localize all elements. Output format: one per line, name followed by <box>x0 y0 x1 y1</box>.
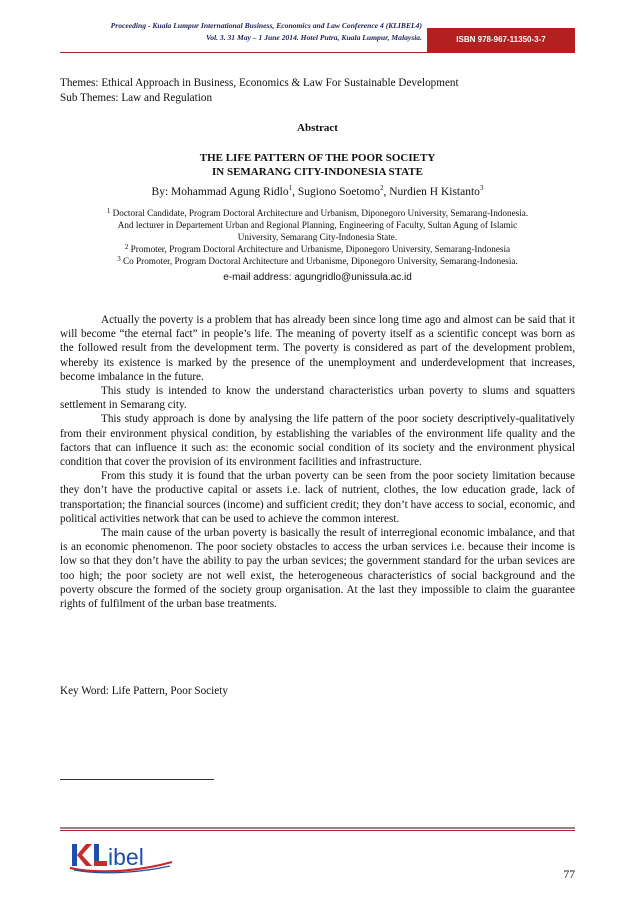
page-number: 77 <box>563 869 575 881</box>
affiliation-3-sup: 3 <box>117 255 121 263</box>
header-divider <box>60 52 575 53</box>
abstract-body <box>60 313 575 611</box>
logo-k-icon <box>72 844 92 866</box>
affiliation-1-line-1: Doctoral Candidate, Program Doctoral Architecture and Urbanism, Diponegoro University, Semarang-Indonesia. <box>110 208 529 218</box>
authors-prefix: By: <box>151 186 172 198</box>
abstract-paragraph: From this study it is found that the urban poverty can be seen from the poor society limitation because they don’t have the productive capital or assets i.e. lack of nutrient, clothes, the low education grade, lack of transportation; the financial sources (income) and sufficient credit; they don’t have access to social, economic, and political activities network that can be used to achieve the common interest. <box>60 470 575 525</box>
affiliation-2 <box>60 243 575 255</box>
author-1: Mohammad Agung Ridlo <box>171 186 289 198</box>
abstract-paragraph: This study approach is done by analysing the life pattern of the poor society descriptively-qualitatively from their environment physical condition, by establishing the variables of the environment life quality and the factors that can influence it such as: the economic social condition of its society and the environment physical condition that cover the provision of its environment facilities and infrastructure. <box>60 413 575 469</box>
affiliation-2-sup: 2 <box>124 243 129 251</box>
affiliation-1-sup: 1 <box>106 207 111 215</box>
abstract-paragraph: This study is intended to know the understand characteristics urban poverty to slums and squatters settlement in Semarang city. <box>60 385 575 412</box>
themes-block <box>60 76 575 106</box>
abstract-paragraph: The main cause of the urban poverty is basically the result of interregional economic imbalance, and that is an economic phenomenon. The poor society obstacles to access the urban services i.e. because their income is low so that they don’t have the ability to pay the urban sevices; the government standard for the urban sevices are too high; the poor society are not well exist, the heterogeneous characteristics of social background and the poverty obscure the formed of the society group organisation. At the last they impossible to claim the guarantee rights of fulfilment of the urban base treatments. <box>60 527 575 611</box>
conference-header <box>60 20 575 52</box>
header-citation <box>60 20 422 44</box>
theme-line: Themes: Ethical Approach in Business, Economics & Law For Sustainable Development <box>60 77 459 89</box>
author-3: Nurdien H Kistanto <box>389 186 480 198</box>
title-line-2: IN SEMARANG CITY-INDONESIA STATE <box>212 166 423 178</box>
author-separator: , <box>383 186 390 198</box>
sub-theme-line: Sub Themes: Law and Regulation <box>60 92 213 104</box>
affiliation-1 <box>60 207 575 219</box>
author-3-sup: 3 <box>479 184 484 192</box>
affiliation-2-text: Promoter, Program Doctoral Architecture and Urbanisme, Diponegoro University, Semarang-Indonesia <box>128 244 511 254</box>
affiliation-3 <box>60 255 575 267</box>
footnote-divider <box>60 779 214 780</box>
affiliation-1-line-2: And lecturer in Departement Urban and Regional Planning, Engineering of Faculty, Sultan Agung of Islamic <box>117 220 518 230</box>
affiliation-1-line-3: University, Semarang City-Indonesia State. <box>237 232 398 242</box>
affiliations <box>60 207 575 267</box>
logo-l-icon <box>94 844 107 866</box>
logo-wordmark: ibel <box>108 844 144 870</box>
klibel-logo <box>66 838 176 874</box>
header-line-2: Vol. 3. 31 May – 1 June 2014. Hotel Putra, Kuala Lumpur, Malaysia. <box>205 33 422 42</box>
abstract-heading: Abstract <box>297 122 338 134</box>
paper-title <box>60 151 575 179</box>
email-address: e-mail address: agungridlo@unissula.ac.id <box>223 272 412 283</box>
abstract-paragraph: Actually the poverty is a problem that has already been since long time ago and almost can be said that it will become “the eternal fact” in people’s life. The meaning of poverty itself as a scientific concept was born as the followed result from the development term. The poverty is considered as part of the development problem, whereby its existence is marked by the presence of the unemployment and underdevelopment that increases, become imbalance in the future. <box>60 314 575 383</box>
isbn-badge: ISBN 978-967-11350-3-7 <box>427 28 575 52</box>
affiliation-3-text: Co Promoter, Program Doctoral Architecture and Urbanisme, Diponegoro University, Semarang-Indonesia. <box>120 256 518 266</box>
title-line-1: THE LIFE PATTERN OF THE POOR SOCIETY <box>199 152 436 164</box>
author-2-sup: 2 <box>379 184 384 192</box>
author-line <box>60 186 575 198</box>
author-2: Sugiono Soetomo <box>297 186 380 198</box>
footer-divider-grey <box>60 827 575 829</box>
footer-divider-red <box>60 830 575 831</box>
keywords: Key Word: Life Pattern, Poor Society <box>60 685 228 697</box>
header-line-1: Proceeding - Kuala Lumpur International Business, Economics and Law Conference 4 (KLIBEL4) <box>110 21 422 30</box>
author-separator: , <box>292 186 298 198</box>
author-1-sup: 1 <box>288 184 293 192</box>
